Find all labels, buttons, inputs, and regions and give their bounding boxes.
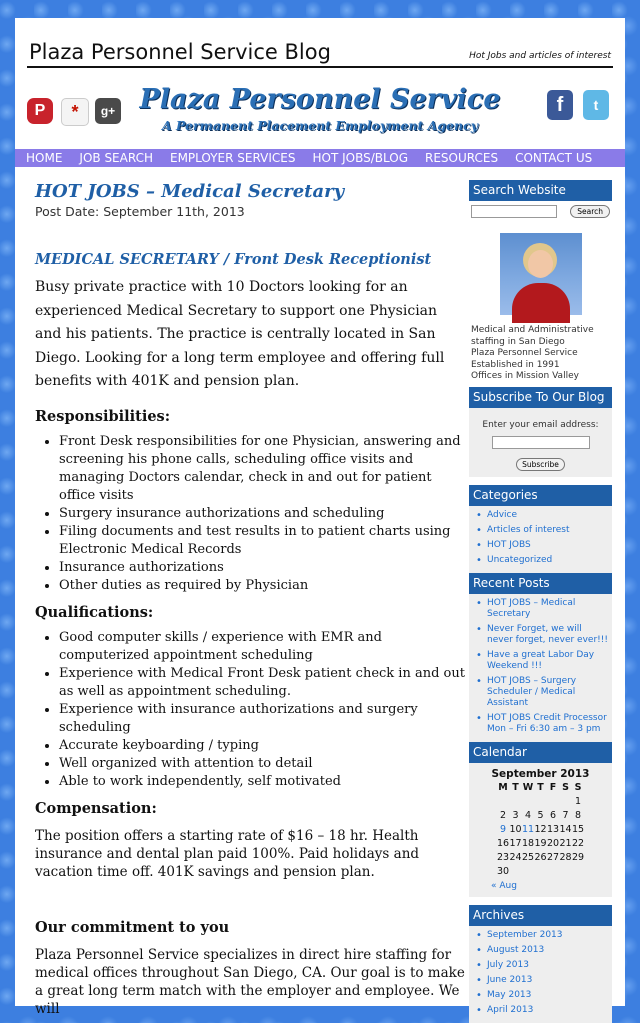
recent-post-link[interactable]: • HOT JOBS – Medical Secretary: [471, 598, 610, 620]
calendar-empty-cell: [547, 865, 560, 879]
weekday: S: [574, 782, 582, 793]
logo-title[interactable]: Plaza Personnel Service: [139, 84, 501, 115]
archives-widget-title: Archives: [469, 905, 612, 926]
calendar-day: 24: [509, 852, 522, 863]
categories-list: [469, 506, 612, 573]
calendar-prev-month-link[interactable]: « Aug: [491, 880, 517, 891]
profile-text: [469, 325, 612, 387]
list-item: • Able to work independently, self motivated: [59, 773, 465, 791]
calendar-week: [497, 823, 585, 837]
site-title[interactable]: Plaza Personnel Service Blog: [29, 40, 331, 64]
category-link[interactable]: • Uncategorized: [471, 555, 610, 566]
nav-hot-jobs-blog[interactable]: HOT JOBS/BLOG: [312, 151, 409, 165]
calendar-empty-cell: [522, 865, 535, 879]
subscribe-widget-title: Subscribe To Our Blog: [469, 387, 612, 408]
commitment-text: Plaza Personnel Service specializes in direct hire staffing for medical offices throughout San Diego, CA. Our goal is to make a great long term match with the employer and employee. We will: [35, 946, 465, 1017]
photo-face: [528, 250, 553, 278]
search-button[interactable]: Search: [570, 205, 610, 218]
calendar-empty-cell: [497, 795, 510, 809]
weekday: F: [549, 782, 557, 793]
logo-subtitle: A Permanent Placement Employment Agency: [161, 118, 479, 133]
calendar-week: [497, 865, 585, 879]
list-item: • Other duties as required by Physician: [59, 577, 465, 595]
compensation-text: The position offers a starting rate of $16 – 18 hr. Health insurance and dental plan paid 100%. Paid holidays and vacation time off. 401K savings and pension plan.: [35, 827, 420, 880]
pinterest-icon[interactable]: P: [27, 98, 53, 124]
calendar-table: [497, 781, 585, 879]
calendar: [469, 763, 612, 897]
calendar-empty-cell: [534, 795, 547, 809]
calendar-empty-cell: [572, 865, 585, 879]
subscribe-form: [469, 408, 612, 477]
calendar-week: [497, 809, 585, 823]
list-item: • Well organized with attention to detail: [59, 755, 465, 773]
list-item: • Filing documents and test results in to patient charts using Electronic Medical Records: [59, 523, 465, 559]
nav-list: [15, 149, 625, 167]
search-form: [469, 201, 612, 221]
profile-line: Medical and Administrative staffing in San Diego: [471, 325, 594, 347]
post-date: Post Date: September 11th, 2013: [35, 204, 245, 219]
profile-line: Established in 1991: [471, 359, 560, 370]
recent-posts-list: [469, 594, 612, 742]
calendar-day[interactable]: 9: [499, 824, 507, 835]
recent-post-link[interactable]: • HOT JOBS Credit Processor Mon – Fri 6:30 am – 3 pm: [471, 713, 610, 735]
calendar-day: 25: [521, 852, 535, 863]
subscribe-button[interactable]: Subscribe: [516, 458, 565, 471]
calendar-week: [497, 795, 585, 809]
calendar-day: 5: [537, 810, 544, 821]
page: [15, 18, 625, 1017]
list-item: • Good computer skills / experience with EMR and computerized appointment scheduling: [59, 629, 465, 665]
yelp-icon[interactable]: *: [61, 98, 89, 126]
calendar-day: 3: [512, 810, 519, 821]
calendar-week: [497, 851, 585, 865]
qualifications-heading: Qualifications:: [35, 603, 154, 621]
calendar-day: 23: [496, 852, 510, 863]
weekday: W: [522, 782, 534, 793]
weekday: T: [512, 782, 519, 793]
list-item: • Front Desk responsibilities for one Physician, answering and screening his phone calls, scheduling office visits and managing Doctors calendar, check in and out for patient office visits: [59, 433, 465, 505]
category-link[interactable]: • HOT JOBS: [471, 540, 610, 551]
calendar-day: 13: [546, 824, 560, 835]
job-heading: MEDICAL SECRETARY / Front Desk Receptionist: [35, 251, 432, 268]
facebook-icon[interactable]: f: [547, 90, 573, 120]
weekday: T: [537, 782, 544, 793]
calendar-day: 10: [509, 824, 522, 835]
responsibilities-heading: Responsibilities:: [35, 407, 171, 425]
profile-photo: [500, 233, 582, 315]
calendar-day: 1: [574, 796, 582, 807]
weekday: M: [498, 782, 508, 793]
calendar-weekdays: [497, 781, 585, 795]
calendar-day: 20: [546, 838, 560, 849]
calendar-day: 8: [574, 810, 582, 821]
email-label: Enter your email address:: [482, 419, 599, 430]
calendar-week: [497, 837, 585, 851]
calendar-day: 21: [559, 838, 572, 849]
list-item: • Insurance authorizations: [59, 559, 465, 577]
search-widget-title: Search Website: [469, 180, 612, 201]
calendar-empty-cell: [522, 795, 535, 809]
email-field[interactable]: [492, 436, 590, 449]
calendar-body: [497, 795, 585, 879]
commitment-heading: Our commitment to you: [35, 918, 230, 936]
archive-link[interactable]: • September 2013: [471, 930, 610, 941]
calendar-day: 29: [571, 852, 585, 863]
weekday: S: [562, 782, 569, 793]
calendar-widget-title: Calendar: [469, 742, 612, 763]
recent-post-link[interactable]: • Have a great Labor Day Weekend !!!: [471, 650, 610, 672]
qualifications-list: [35, 629, 465, 791]
category-link[interactable]: • Articles of interest: [471, 525, 610, 536]
calendar-empty-cell: [559, 865, 572, 879]
calendar-day: 4: [524, 810, 532, 821]
archive-link[interactable]: • July 2013: [471, 960, 610, 971]
google-plus-icon[interactable]: g+: [95, 98, 121, 124]
archives-list: [469, 926, 612, 1023]
nav-contact-us[interactable]: CONTACT US: [515, 151, 593, 165]
calendar-day: 2: [499, 810, 507, 821]
archive-link[interactable]: • June 2013: [471, 975, 610, 986]
recent-posts-widget-title: Recent Posts: [469, 573, 612, 594]
list-item: • Experience with Medical Front Desk patient check in and out as well as appointment scheduling.: [59, 665, 465, 701]
calendar-empty-cell: [547, 795, 560, 809]
recent-post-link[interactable]: • Never Forget, we will never forget, never ever!!!: [471, 624, 610, 646]
calendar-day[interactable]: 11: [521, 824, 535, 835]
calendar-empty-cell: [534, 865, 547, 879]
profile-line: Plaza Personnel Service: [471, 348, 578, 358]
list-item: • Accurate keyboarding / typing: [59, 737, 465, 755]
photo-body: [512, 283, 570, 323]
calendar-day: 27: [546, 852, 560, 863]
category-link[interactable]: • Advice: [471, 510, 610, 521]
site-tagline: Hot Jobs and articles of interest: [469, 51, 611, 61]
nav-home[interactable]: HOME: [26, 151, 63, 165]
calendar-empty-cell: [509, 865, 522, 879]
calendar-day: 7: [562, 810, 569, 821]
archive-link[interactable]: • April 2013: [471, 1005, 610, 1016]
recent-post-link[interactable]: • HOT JOBS – Surgery Scheduler / Medical Assistant: [471, 676, 610, 709]
calendar-day: 22: [571, 838, 585, 849]
calendar-empty-cell: [509, 795, 522, 809]
calendar-empty-cell: [559, 795, 572, 809]
compensation-heading: Compensation:: [35, 799, 157, 817]
sidebar: [469, 180, 612, 1023]
calendar-day: 26: [534, 852, 547, 863]
calendar-day: 15: [571, 824, 585, 835]
list-item: • Surgery insurance authorizations and scheduling: [59, 505, 465, 523]
calendar-day: 30: [496, 866, 510, 877]
main-nav: [15, 149, 625, 167]
categories-widget-title: Categories: [469, 485, 612, 506]
nav-resources[interactable]: RESOURCES: [425, 151, 499, 165]
nav-job-search[interactable]: JOB SEARCH: [79, 151, 153, 165]
calendar-day: 17: [509, 838, 522, 849]
archive-link[interactable]: • August 2013: [471, 945, 610, 956]
nav-employer-services[interactable]: EMPLOYER SERVICES: [170, 151, 296, 165]
calendar-day: 14: [559, 824, 572, 835]
job-intro: Busy private practice with 10 Doctors looking for an experienced Medical Secretary to support one Physician and his patients. The practice is centrally located in San Diego. Looking for a long term employee and offering full benefits with 401K and pension plan.: [35, 279, 445, 389]
calendar-day: 6: [549, 810, 557, 821]
calendar-caption: September 2013: [491, 767, 590, 780]
post-title[interactable]: HOT JOBS – Medical Secretary: [35, 181, 345, 202]
header-divider: [27, 66, 613, 68]
twitter-icon[interactable]: t: [583, 90, 609, 120]
calendar-day: 19: [534, 838, 547, 849]
profile-line: Offices in Mission Valley: [471, 371, 579, 381]
list-item: • Experience with insurance authorizations and surgery scheduling: [59, 701, 465, 737]
calendar-day: 12: [534, 824, 547, 835]
calendar-day: 28: [559, 852, 572, 863]
search-input[interactable]: [471, 205, 557, 218]
responsibilities-list: [35, 433, 465, 595]
profile-widget: [469, 233, 612, 387]
post-content: [35, 181, 465, 1018]
calendar-day: 16: [496, 838, 510, 849]
calendar-day: 18: [521, 838, 535, 849]
archive-link[interactable]: • May 2013: [471, 990, 610, 1001]
